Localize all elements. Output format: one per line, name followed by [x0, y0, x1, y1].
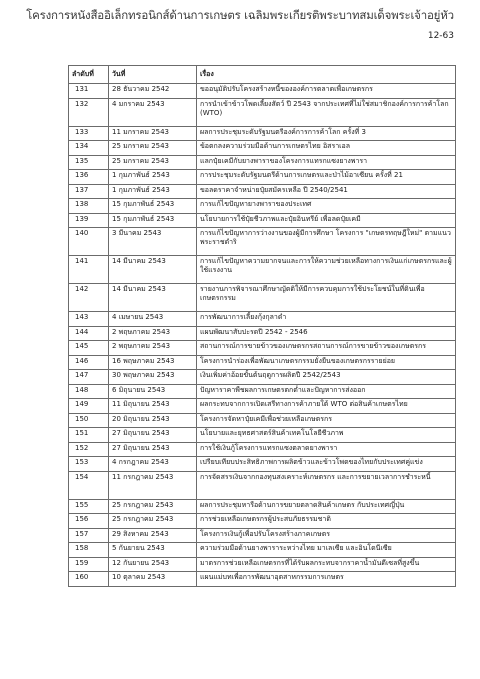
table-row — [69, 499, 456, 514]
cell-subject: นโยบายการใช้ปุ๋ยชีวภาพและปุ๋ยอินทรีย์ เพื่อลดปุ๋ยเคมี — [197, 213, 456, 228]
cell-date: 30 พฤษภาคม 2543 — [109, 370, 197, 385]
table-row — [69, 170, 456, 185]
cell-subject: ขออนุมัติปรับโครงสร้างหนี้ขององค์การตลาดเพื่อเกษตรกร — [197, 84, 456, 99]
cell-number: 158 — [69, 543, 109, 558]
cell-subject: การแก้ไขปัญหาความยากจนและการให้ความช่วยเหลือทางการเงินแก่เกษตรกรและผู้ใช้แรงงาน — [197, 256, 456, 284]
cell-subject: การจัดสรรเงินจากกองทุนสงเคราะห์เกษตรกร และการขยายเวลาการชำระหนี้ — [197, 471, 456, 499]
table-header — [69, 66, 456, 84]
cell-date: 14 มีนาคม 2543 — [109, 256, 197, 284]
page-number: 12-63 — [427, 31, 454, 41]
cell-subject: ขอลดราคาจำหน่ายปุ๋ยสมัครเหลือ ปี 2540/2541 — [197, 184, 456, 199]
cell-date: 5 กันยายน 2543 — [109, 543, 197, 558]
table-row — [69, 370, 456, 385]
cell-number: 132 — [69, 98, 109, 126]
table-row — [69, 514, 456, 529]
cell-number: 138 — [69, 199, 109, 214]
cell-number: 139 — [69, 213, 109, 228]
cell-number: 151 — [69, 428, 109, 443]
cell-date: 1 กุมภาพันธ์ 2543 — [109, 170, 197, 185]
cell-subject: แผนพัฒนาสับปะรดปี 2542 - 2546 — [197, 326, 456, 341]
cell-number: 141 — [69, 256, 109, 284]
cell-subject: ผลการประชุมระดับรัฐมนตรีองค์การการค้าโลก ครั้งที่ 3 — [197, 126, 456, 141]
cell-number: 145 — [69, 341, 109, 356]
cell-date: 3 มีนาคม 2543 — [109, 228, 197, 256]
cell-date: 15 กุมภาพันธ์ 2543 — [109, 213, 197, 228]
cell-date: 4 กรกฎาคม 2543 — [109, 457, 197, 472]
cell-subject: ข้อตกลงความร่วมมือด้านการเกษตรไทย อิสราเอล — [197, 141, 456, 156]
table-row — [69, 399, 456, 414]
table-row — [69, 84, 456, 99]
cell-number: 150 — [69, 413, 109, 428]
table-row — [69, 312, 456, 327]
resolutions-table — [68, 65, 456, 587]
table-row — [69, 326, 456, 341]
table-row — [69, 471, 456, 499]
cell-date: 28 ธันวาคม 2542 — [109, 84, 197, 99]
cell-subject: แผนแม่บทเพื่อการพัฒนาอุตสาหกรรมการเกษตร — [197, 572, 456, 587]
cell-date: 25 มกราคม 2543 — [109, 141, 197, 156]
cell-subject: ความร่วมมือด้านยางพาราระหว่างไทย มาเลเซีย และอินโดนีเซีย — [197, 543, 456, 558]
cell-date: 11 มิถุนายน 2543 — [109, 399, 197, 414]
table-row — [69, 543, 456, 558]
cell-date: 6 มิถุนายน 2543 — [109, 384, 197, 399]
cell-subject: เงินเพิ่มค่าอ้อยขั้นต้นฤดูการผลิตปี 2542/2543 — [197, 370, 456, 385]
cell-subject: ผลการประชุมหารือด้านการขยายตลาดสินค้าเกษตร กับประเทศญี่ปุ่น — [197, 499, 456, 514]
table-row — [69, 528, 456, 543]
cell-subject: นโยบายและยุทธศาสตร์สินค้าเทคโนโลยีชีวภาพ — [197, 428, 456, 443]
cell-subject: การพัฒนาการเลี้ยงกุ้งกุลาดำ — [197, 312, 456, 327]
table-row — [69, 155, 456, 170]
cell-subject: การนำเข้าข้าวโพดเลี้ยงสัตว์ ปี 2543 จากประเทศที่ไม่ใช่สมาชิกองค์การการค้าโลก (WTO) — [197, 98, 456, 126]
table-row — [69, 284, 456, 312]
cell-number: 144 — [69, 326, 109, 341]
cell-date: 25 กรกฎาคม 2543 — [109, 514, 197, 529]
cell-subject: โครงการจัดหาปุ๋ยเคมีเพื่อช่วยเหลือเกษตรกร — [197, 413, 456, 428]
column-header-subject: เรื่อง — [197, 66, 456, 84]
cell-subject: การประชุมระดับรัฐมนตรีด้านการเกษตรและป่าไม้อาเซียน ครั้งที่ 21 — [197, 170, 456, 185]
cell-number: 135 — [69, 155, 109, 170]
cell-date: 2 พฤษภาคม 2543 — [109, 341, 197, 356]
cell-date: 27 มิถุนายน 2543 — [109, 428, 197, 443]
cell-subject: มาตรการช่วยเหลือเกษตรกรที่ได้รับผลกระทบจากราคาน้ำมันดีเซลที่สูงขึ้น — [197, 557, 456, 572]
cell-date: 20 มิถุนายน 2543 — [109, 413, 197, 428]
cell-date: 29 สิงหาคม 2543 — [109, 528, 197, 543]
cell-subject: ปัญหาราคาพืชผลการเกษตรตกต่ำและปัญหาการส่งออก — [197, 384, 456, 399]
table-row — [69, 341, 456, 356]
table-row — [69, 228, 456, 256]
cell-date: 25 มกราคม 2543 — [109, 155, 197, 170]
cell-date: 27 มิถุนายน 2543 — [109, 442, 197, 457]
table-row — [69, 428, 456, 443]
cell-number: 160 — [69, 572, 109, 587]
cell-subject: ผลกระทบจากการเปิดเสรีทางการค้าภายใต้ WTO ต่อสินค้าเกษตรไทย — [197, 399, 456, 414]
cell-date: 11 มกราคม 2543 — [109, 126, 197, 141]
table-row — [69, 98, 456, 126]
table-row — [69, 126, 456, 141]
cell-subject: การช่วยเหลือเกษตรกรผู้ประสบภัยธรรมชาติ — [197, 514, 456, 529]
cell-number: 157 — [69, 528, 109, 543]
cell-date: 1 กุมภาพันธ์ 2543 — [109, 184, 197, 199]
cell-subject: เปรียบเทียบประสิทธิภาพการผลิตข้าวและข้าวโพดของไทยกับประเทศคู่แข่ง — [197, 457, 456, 472]
cell-number: 142 — [69, 284, 109, 312]
cell-subject: แลกปุ๋ยเคมีกับยางพาราของโครงการแทรกแซงยางพารา — [197, 155, 456, 170]
table-row — [69, 413, 456, 428]
cell-date: 25 กรกฎาคม 2543 — [109, 499, 197, 514]
table-row — [69, 572, 456, 587]
cell-number: 146 — [69, 355, 109, 370]
table-row — [69, 199, 456, 214]
document-header-title: โครงการหนังสืออิเล็กทรอนิกส์ด้านการเกษตร เฉลิมพระเกียรติพระบาทสมเด็จพระเจ้าอยู่หัว — [26, 8, 454, 22]
column-header-date: วันที่ — [109, 66, 197, 84]
cell-date: 10 ตุลาคม 2543 — [109, 572, 197, 587]
column-header-no: ลำดับที่ — [69, 66, 109, 84]
cell-number: 137 — [69, 184, 109, 199]
cell-number: 152 — [69, 442, 109, 457]
cell-number: 159 — [69, 557, 109, 572]
table-row — [69, 141, 456, 156]
table-row — [69, 355, 456, 370]
table-row — [69, 213, 456, 228]
cell-number: 143 — [69, 312, 109, 327]
table-row — [69, 442, 456, 457]
cell-subject: รายงานการพิจารณาศึกษาญัตติให้มีการควบคุมการใช้ประโยชน์ในที่ดินเพื่อเกษตรกรรม — [197, 284, 456, 312]
cell-subject: การแก้ไขปัญหายางพาราของประเทศ — [197, 199, 456, 214]
cell-number: 133 — [69, 126, 109, 141]
table-row — [69, 184, 456, 199]
table-header-row — [69, 66, 456, 84]
cell-subject: การใช้เงินกู้โครงการแทรกแซงตลาดยางพารา — [197, 442, 456, 457]
cell-date: 11 กรกฎาคม 2543 — [109, 471, 197, 499]
cell-number: 131 — [69, 84, 109, 99]
cell-date: 4 เมษายน 2543 — [109, 312, 197, 327]
cell-number: 155 — [69, 499, 109, 514]
table-row — [69, 256, 456, 284]
cell-date: 4 มกราคม 2543 — [109, 98, 197, 126]
cell-number: 136 — [69, 170, 109, 185]
cell-date: 16 พฤษภาคม 2543 — [109, 355, 197, 370]
cell-number: 153 — [69, 457, 109, 472]
table-row — [69, 557, 456, 572]
cell-number: 148 — [69, 384, 109, 399]
cell-date: 14 มีนาคม 2543 — [109, 284, 197, 312]
table-row — [69, 384, 456, 399]
cell-number: 134 — [69, 141, 109, 156]
cell-date: 12 กันยายน 2543 — [109, 557, 197, 572]
cell-subject: โครงการนำร่องเพื่อพัฒนาเกษตรกรรมยั่งยืนของเกษตรกรรายย่อย — [197, 355, 456, 370]
table-row — [69, 457, 456, 472]
cell-date: 15 กุมภาพันธ์ 2543 — [109, 199, 197, 214]
cell-number: 149 — [69, 399, 109, 414]
cell-date: 2 พฤษภาคม 2543 — [109, 326, 197, 341]
cell-number: 140 — [69, 228, 109, 256]
cell-subject: สถานการณ์การขายข้าวของเกษตรกรสถานการณ์การขายข้าวของเกษตรกร — [197, 341, 456, 356]
cell-subject: โครงการเงินกู้เพื่อปรับโครงสร้างภาคเกษตร — [197, 528, 456, 543]
table-body — [69, 84, 456, 587]
cell-subject: การแก้ไขปัญหาการว่างงานของผู้มีการศึกษา โครงการ "เกษตรทฤษฎีใหม่" ตามแนวพระราชดำริ — [197, 228, 456, 256]
cell-number: 154 — [69, 471, 109, 499]
cell-number: 156 — [69, 514, 109, 529]
cell-number: 147 — [69, 370, 109, 385]
